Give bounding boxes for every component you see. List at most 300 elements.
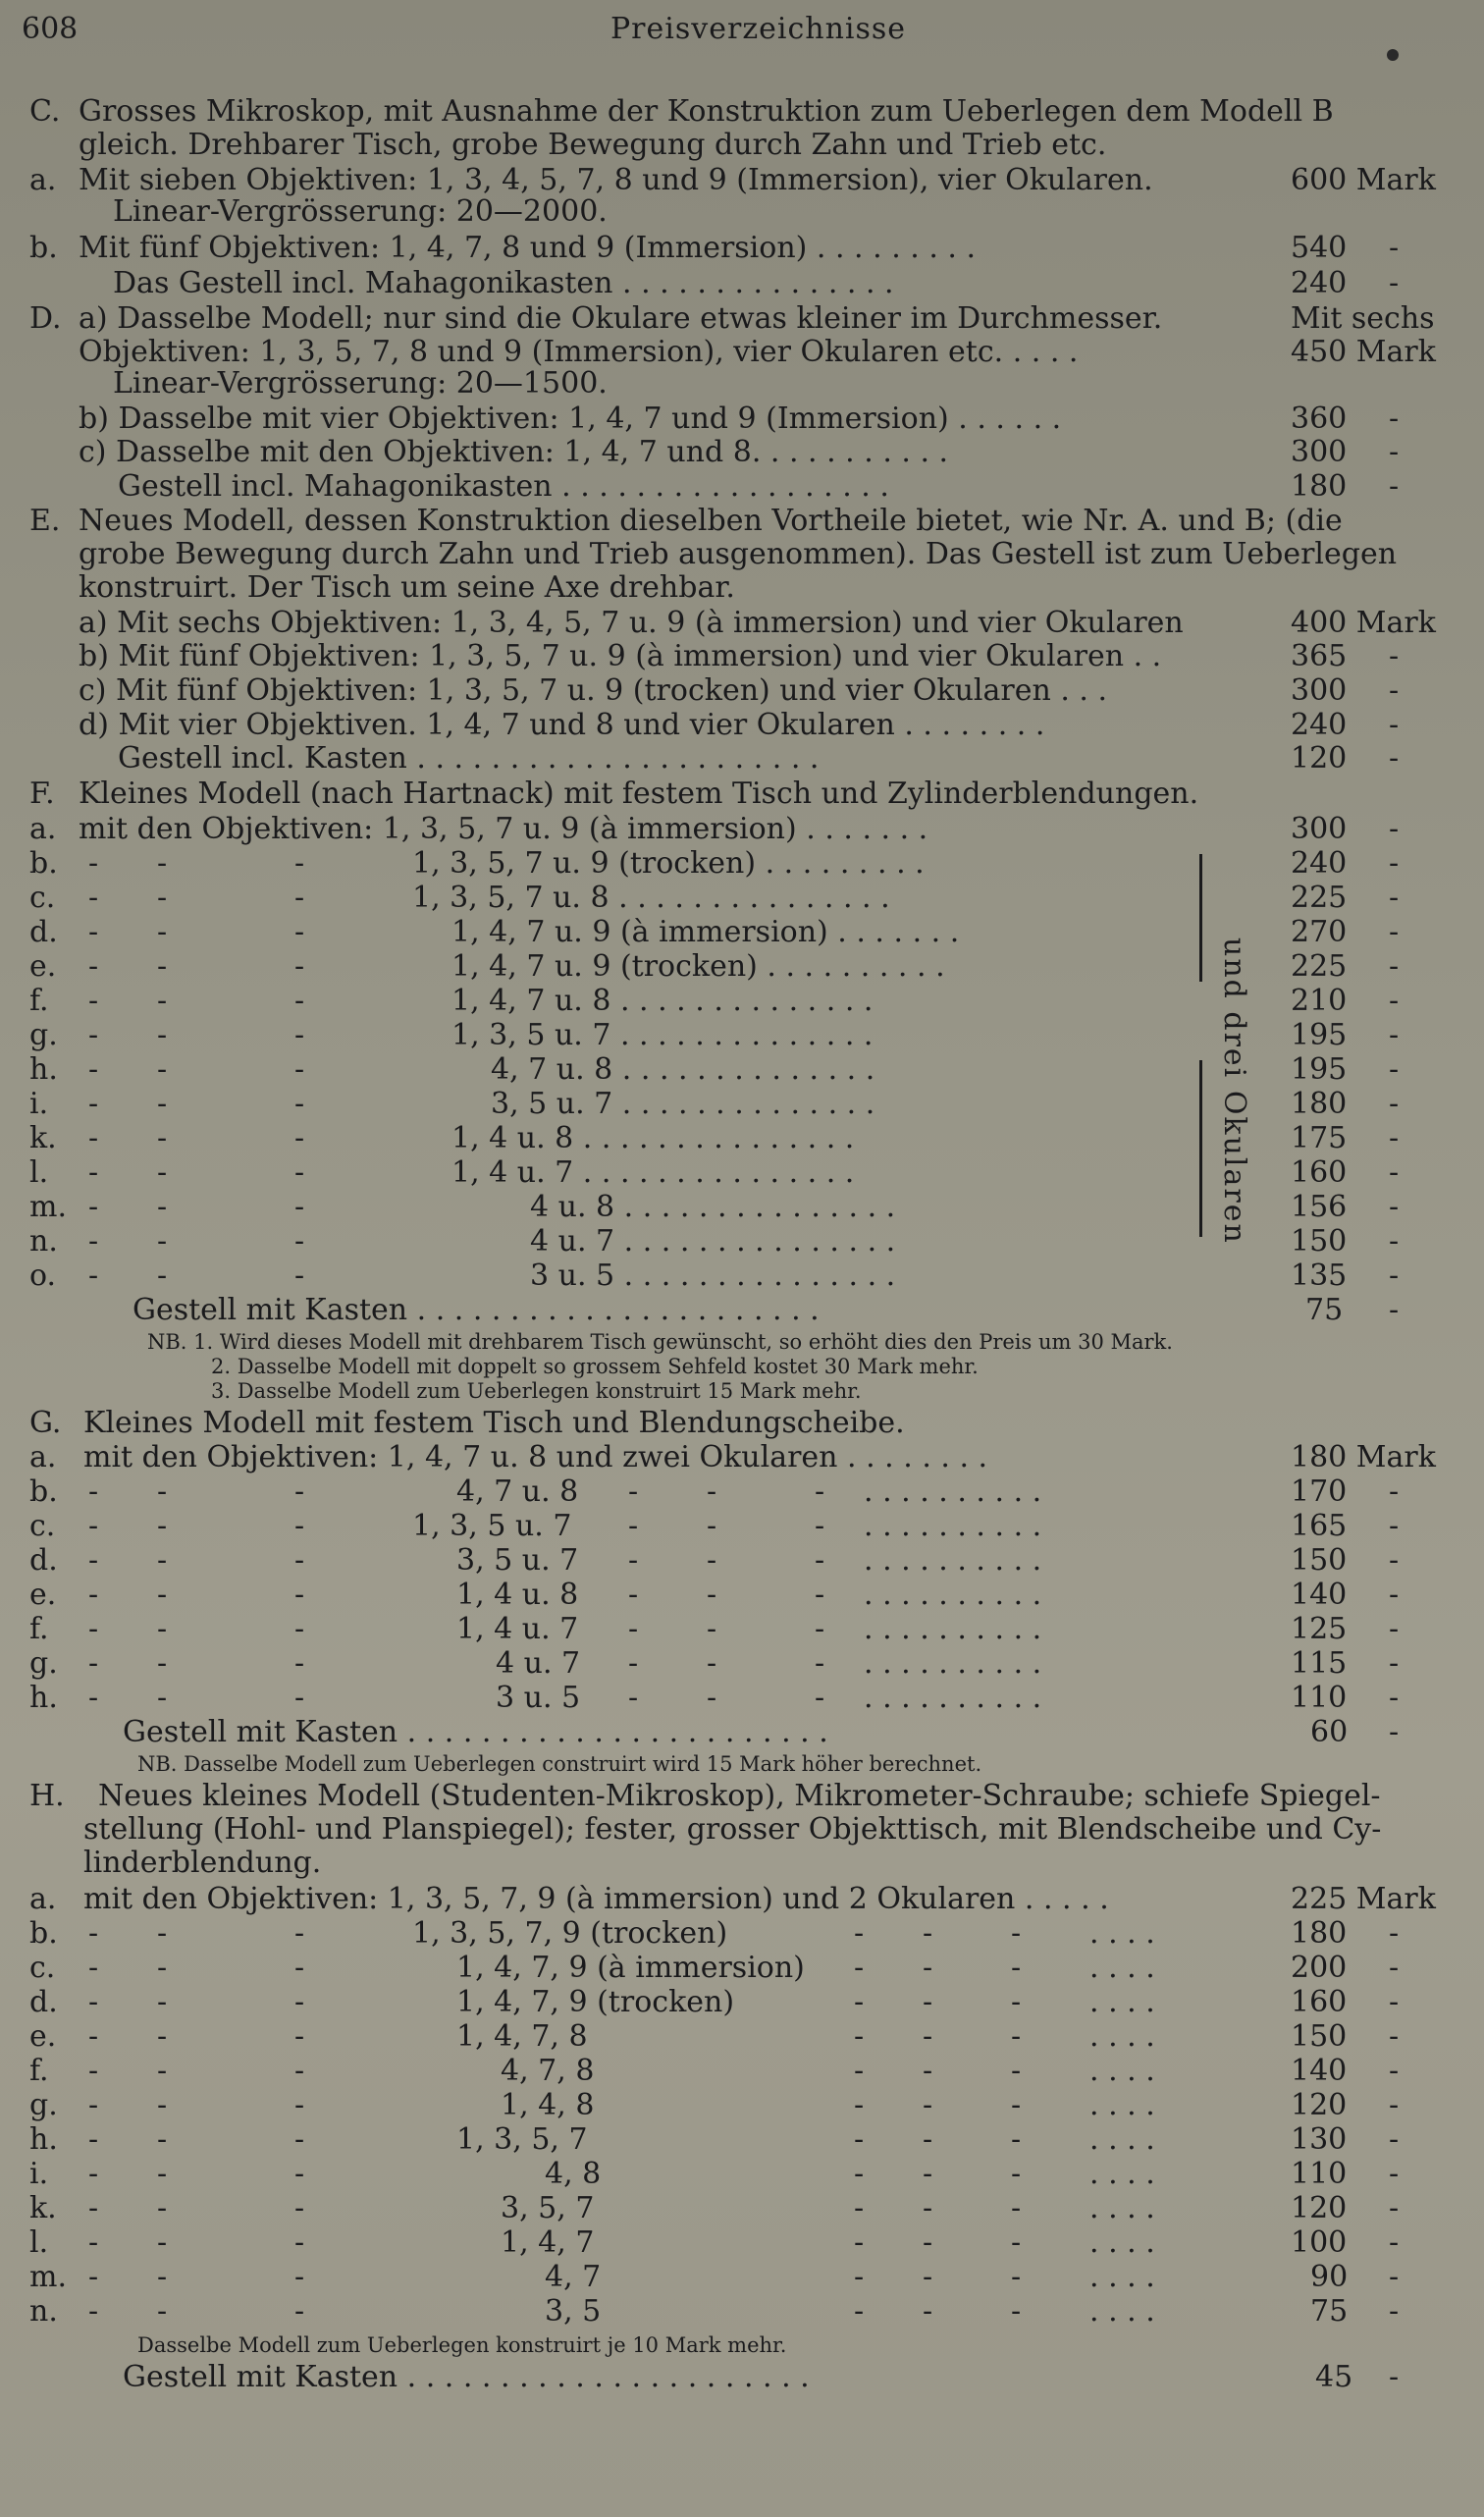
line-segment: e. <box>29 949 57 984</box>
line-segment: - <box>1011 2260 1022 2294</box>
line-segment: - <box>88 1155 99 1190</box>
line-segment: - <box>923 2122 933 2157</box>
line-segment: b. <box>29 846 58 881</box>
line-segment: - <box>157 1509 168 1543</box>
line-segment: g. <box>29 1646 58 1681</box>
line-segment: - <box>88 846 99 881</box>
line-segment: - <box>88 2019 99 2054</box>
line-segment: - <box>628 1578 639 1612</box>
line-segment: n. <box>29 1224 58 1258</box>
line-segment: b. <box>29 1916 58 1951</box>
line-segment: - <box>1389 2054 1400 2088</box>
line-segment: 4, 7, 8 <box>501 2054 595 2088</box>
line-segment: - <box>157 1258 168 1293</box>
line-segment: - <box>294 949 305 984</box>
line-segment: - <box>294 2260 305 2294</box>
line-segment: - <box>1389 1224 1400 1258</box>
line-segment: - <box>1389 2225 1400 2260</box>
line-segment: - <box>1389 1951 1400 1985</box>
line-segment: - <box>923 1916 933 1951</box>
line-segment: - <box>88 915 99 949</box>
line-segment: i. <box>29 1087 49 1121</box>
line-segment: 195 <box>1291 1052 1348 1087</box>
ink-spot <box>1387 49 1399 61</box>
line-segment: - <box>923 2054 933 2088</box>
line-segment: - <box>88 1258 99 1293</box>
line-segment: - <box>294 881 305 915</box>
line-segment: . . . . <box>1089 2157 1155 2191</box>
line-segment: o. <box>29 1258 57 1293</box>
line-segment: - <box>1389 2260 1400 2294</box>
line-segment: - <box>628 1543 639 1578</box>
line-segment: 1, 4 u. 8 . . . . . . . . . . . . . . . <box>451 1121 855 1155</box>
line-segment: f. <box>29 2054 49 2088</box>
line-segment: - <box>1389 881 1400 915</box>
line-segment: - <box>1389 1715 1400 1749</box>
line-segment: - <box>157 2157 168 2191</box>
line-segment: 2. Dasselbe Modell mit doppelt so grossem Sehfeld kostet 30 Mark mehr. <box>211 1355 979 1378</box>
line-segment: - <box>1011 2191 1022 2225</box>
line-segment: Gestell incl. Kasten . . . . . . . . . . . . . . . . . . . . . . <box>118 741 820 776</box>
line-segment: Dasselbe Modell zum Ueberlegen konstruirt je 10 Mark mehr. <box>137 2333 787 2357</box>
line-segment: - <box>88 2054 99 2088</box>
bracket-upper <box>1199 854 1202 982</box>
line-segment: - <box>1389 2294 1400 2329</box>
line-segment: - <box>1389 1578 1400 1612</box>
line-segment: - <box>1011 2122 1022 2157</box>
line-segment: a. <box>29 1882 57 1916</box>
line-segment: 195 <box>1291 1018 1348 1052</box>
line-segment: 1, 3, 5 u. 7 <box>412 1509 572 1543</box>
line-segment: - <box>88 1224 99 1258</box>
line-segment: . . . . . . . . . . <box>864 1681 1042 1715</box>
line-segment: - <box>88 1018 99 1052</box>
line-segment: 90 <box>1310 2260 1349 2294</box>
line-segment: gleich. Drehbarer Tisch, grobe Bewegung durch Zahn und Trieb etc. <box>79 128 1107 162</box>
line-segment: - <box>1389 1155 1400 1190</box>
line-segment: - <box>628 1681 639 1715</box>
line-segment: - <box>294 1018 305 1052</box>
line-segment: 1, 4, 7, 9 (à immersion) <box>456 1951 805 1985</box>
line-segment: 210 <box>1291 984 1348 1018</box>
line-segment: F. <box>29 777 55 811</box>
line-segment: 160 <box>1291 1985 1348 2019</box>
line-segment: a. <box>29 812 57 846</box>
line-segment: - <box>157 2191 168 2225</box>
line-segment: - <box>1389 1509 1400 1543</box>
line-segment: 1, 4 u. 7 <box>456 1612 579 1646</box>
line-segment: 180 Mark <box>1291 1440 1436 1474</box>
line-segment: c. <box>29 1509 56 1543</box>
line-segment: - <box>294 1258 305 1293</box>
line-segment: - <box>294 2054 305 2088</box>
line-segment: - <box>815 1612 825 1646</box>
line-segment: - <box>1011 2294 1022 2329</box>
line-segment: - <box>854 2260 865 2294</box>
line-segment: - <box>1389 1681 1400 1715</box>
line-segment: Gestell incl. Mahagonikasten . . . . . . . . . . . . . . . . . . <box>118 469 889 504</box>
line-segment: - <box>1389 469 1400 504</box>
line-segment: 1, 4, 7 <box>501 2225 595 2260</box>
line-segment: - <box>157 2019 168 2054</box>
line-segment: 225 <box>1291 881 1348 915</box>
line-segment: - <box>1389 846 1400 881</box>
line-segment: d. <box>29 915 58 949</box>
line-segment: Linear-Vergrösserung: 20—1500. <box>113 366 608 401</box>
line-segment: - <box>88 1951 99 1985</box>
line-segment: 75 <box>1310 2294 1349 2329</box>
line-segment: mit den Objektiven: 1, 3, 5, 7 u. 9 (à immersion) . . . . . . . <box>79 812 928 846</box>
line-segment: - <box>923 1985 933 2019</box>
page-number: 608 <box>22 12 79 46</box>
line-segment: - <box>1389 1190 1400 1224</box>
line-segment: - <box>1011 2157 1022 2191</box>
line-segment: - <box>628 1509 639 1543</box>
line-segment: - <box>815 1474 825 1509</box>
line-segment: Neues Modell, dessen Konstruktion dieselben Vortheile bietet, wie Nr. A. und B; (die <box>79 504 1343 538</box>
line-segment: 3 u. 5 <box>496 1681 581 1715</box>
line-segment: Gestell mit Kasten . . . . . . . . . . . . . . . . . . . . . . <box>123 2360 810 2394</box>
line-segment: - <box>1389 2122 1400 2157</box>
line-segment: - <box>854 2294 865 2329</box>
line-segment: D. <box>29 301 62 336</box>
line-segment: c. <box>29 881 56 915</box>
line-segment: mit den Objektiven: 1, 3, 5, 7, 9 (à immersion) und 2 Okularen . . . . . <box>83 1882 1109 1916</box>
line-segment: 180 <box>1291 1087 1348 1121</box>
line-segment: . . . . . . . . . . <box>864 1612 1042 1646</box>
line-segment: - <box>1389 231 1400 265</box>
line-segment: 120 <box>1291 2088 1348 2122</box>
line-segment: 270 <box>1291 915 1348 949</box>
line-segment: - <box>1389 1087 1400 1121</box>
line-segment: 240 <box>1291 708 1348 742</box>
line-segment: 3, 5 u. 7 <box>456 1543 579 1578</box>
line-segment: a) Mit sechs Objektiven: 1, 3, 4, 5, 7 u. 9 (à immersion) und vier Okularen <box>79 606 1184 640</box>
line-segment: 115 <box>1291 1646 1348 1681</box>
line-segment: . . . . <box>1089 2054 1155 2088</box>
line-segment: H. <box>29 1779 65 1813</box>
line-segment: konstruirt. Der Tisch um seine Axe drehbar. <box>79 570 735 605</box>
line-segment: - <box>157 2054 168 2088</box>
line-segment: Neues kleines Modell (Studenten-Mikroskop), Mikrometer-Schraube; schiefe Spiegel- <box>98 1779 1381 1813</box>
line-segment: - <box>628 1474 639 1509</box>
line-segment: 1, 3, 5, 7 <box>456 2122 588 2157</box>
line-segment: g. <box>29 2088 58 2122</box>
line-segment: b) Mit fünf Objektiven: 1, 3, 5, 7 u. 9 (à immersion) und vier Okularen . . <box>79 639 1162 673</box>
line-segment: - <box>294 1951 305 1985</box>
line-segment: - <box>294 1543 305 1578</box>
line-segment: - <box>1389 949 1400 984</box>
line-segment: - <box>1389 435 1400 469</box>
line-segment: 110 <box>1291 1681 1348 1715</box>
line-segment: - <box>815 1681 825 1715</box>
line-segment: - <box>88 2122 99 2157</box>
line-segment: a) Dasselbe Modell; nur sind die Okulare etwas kleiner im Durchmesser. <box>79 301 1163 336</box>
line-segment: d. <box>29 1543 58 1578</box>
line-segment: 60 <box>1310 1715 1349 1749</box>
line-segment: - <box>157 2260 168 2294</box>
line-segment: 300 <box>1291 812 1348 846</box>
line-segment: 4, 7 u. 8 <box>456 1474 579 1509</box>
line-segment: - <box>157 846 168 881</box>
line-segment: 1, 4, 7, 8 <box>456 2019 588 2054</box>
line-segment: - <box>157 949 168 984</box>
line-segment: Objektiven: 1, 3, 5, 7, 8 und 9 (Immersion), vier Okularen etc. . . . . <box>79 335 1079 369</box>
line-segment: - <box>854 2019 865 2054</box>
line-segment: . . . . . . . . . . <box>864 1543 1042 1578</box>
line-segment: - <box>1011 1985 1022 2019</box>
line-segment: 120 <box>1291 2191 1348 2225</box>
line-segment: - <box>294 1612 305 1646</box>
line-segment: - <box>294 1190 305 1224</box>
line-segment: h. <box>29 2122 58 2157</box>
line-segment: linderblendung. <box>83 1846 322 1880</box>
line-segment: 1, 4, 7 u. 9 (à immersion) . . . . . . . <box>451 915 960 949</box>
line-segment: - <box>294 1155 305 1190</box>
line-segment: 540 <box>1291 231 1348 265</box>
line-segment: - <box>707 1578 717 1612</box>
line-segment: - <box>628 1612 639 1646</box>
line-segment: - <box>1389 1916 1400 1951</box>
line-segment: - <box>1389 2088 1400 2122</box>
line-segment: 175 <box>1291 1121 1348 1155</box>
vertical-label: und drei Okularen <box>1217 937 1251 1245</box>
line-segment: - <box>1389 984 1400 1018</box>
line-segment: 3, 5 u. 7 . . . . . . . . . . . . . . <box>491 1087 875 1121</box>
line-segment: 180 <box>1291 1916 1348 1951</box>
line-segment: - <box>157 1190 168 1224</box>
line-segment: 1, 3, 5, 7 u. 8 . . . . . . . . . . . . . . . <box>412 881 890 915</box>
line-segment: - <box>1389 1121 1400 1155</box>
line-segment: l. <box>29 2225 49 2260</box>
line-segment: - <box>88 984 99 1018</box>
line-segment: - <box>854 2191 865 2225</box>
line-segment: 75 <box>1305 1293 1344 1327</box>
line-segment: 110 <box>1291 2157 1348 2191</box>
line-segment: - <box>157 1578 168 1612</box>
line-segment: 1, 4, 7 u. 9 (trocken) . . . . . . . . . . <box>451 949 945 984</box>
line-segment: - <box>854 1985 865 2019</box>
line-segment: . . . . <box>1089 1951 1155 1985</box>
line-segment: - <box>1011 2088 1022 2122</box>
line-segment: - <box>157 1155 168 1190</box>
line-segment: - <box>157 915 168 949</box>
line-segment: - <box>294 1681 305 1715</box>
line-segment: 4 u. 7 . . . . . . . . . . . . . . . <box>530 1224 896 1258</box>
line-segment: Mit fünf Objektiven: 1, 4, 7, 8 und 9 (Immersion) . . . . . . . . . <box>79 231 977 265</box>
line-segment: - <box>294 2088 305 2122</box>
line-segment: - <box>88 949 99 984</box>
line-segment: 4, 7 u. 8 . . . . . . . . . . . . . . <box>491 1052 875 1087</box>
line-segment: - <box>923 2088 933 2122</box>
line-segment: - <box>88 1087 99 1121</box>
line-segment: - <box>707 1543 717 1578</box>
line-segment: - <box>294 984 305 1018</box>
bracket-lower <box>1199 1060 1202 1237</box>
line-segment: - <box>157 1681 168 1715</box>
line-segment: 130 <box>1291 2122 1348 2157</box>
line-segment: . . . . <box>1089 2260 1155 2294</box>
line-segment: 135 <box>1291 1258 1348 1293</box>
line-segment: - <box>707 1509 717 1543</box>
line-segment: d. <box>29 1985 58 2019</box>
line-segment: - <box>294 1509 305 1543</box>
line-segment: 300 <box>1291 673 1348 708</box>
line-segment: 150 <box>1291 2019 1348 2054</box>
line-segment: Mit sechs <box>1291 301 1435 336</box>
line-segment: - <box>88 1646 99 1681</box>
line-segment: - <box>923 2260 933 2294</box>
line-segment: . . . . <box>1089 2019 1155 2054</box>
line-segment: 200 <box>1291 1951 1348 1985</box>
line-segment: - <box>1389 639 1400 673</box>
line-segment: Mit sieben Objektiven: 1, 3, 4, 5, 7, 8 und 9 (Immersion), vier Okularen. <box>79 163 1153 197</box>
line-segment: 450 Mark <box>1291 335 1436 369</box>
line-segment: - <box>923 1951 933 1985</box>
line-segment: 120 <box>1291 741 1348 776</box>
line-segment: - <box>923 2157 933 2191</box>
line-segment: 1, 4 u. 7 . . . . . . . . . . . . . . . <box>451 1155 855 1190</box>
line-segment: Kleines Modell mit festem Tisch und Blendungscheibe. <box>83 1406 905 1440</box>
line-segment: 300 <box>1291 435 1348 469</box>
line-segment: E. <box>29 504 61 538</box>
line-segment: - <box>88 2157 99 2191</box>
line-segment: Linear-Vergrösserung: 20—2000. <box>113 194 608 229</box>
line-segment: - <box>157 1612 168 1646</box>
line-segment: - <box>157 1052 168 1087</box>
line-segment: - <box>157 1474 168 1509</box>
line-segment: - <box>88 881 99 915</box>
line-segment: . . . . <box>1089 1916 1155 1951</box>
line-segment: 3, 5, 7 <box>501 2191 595 2225</box>
line-segment: - <box>854 1916 865 1951</box>
line-segment: - <box>1389 708 1400 742</box>
line-segment: - <box>815 1509 825 1543</box>
line-segment: 170 <box>1291 1474 1348 1509</box>
line-segment: Das Gestell incl. Mahagonikasten . . . . . . . . . . . . . . . <box>113 266 894 300</box>
line-segment: - <box>157 2088 168 2122</box>
line-segment: - <box>1389 1646 1400 1681</box>
line-segment: . . . . <box>1089 2191 1155 2225</box>
line-segment: - <box>88 1985 99 2019</box>
line-segment: - <box>1389 1052 1400 1087</box>
line-segment: 3. Dasselbe Modell zum Ueberlegen konstruirt 15 Mark mehr. <box>211 1379 862 1403</box>
line-segment: 1, 4, 8 <box>501 2088 595 2122</box>
line-segment: f. <box>29 984 49 1018</box>
line-segment: - <box>1011 2019 1022 2054</box>
line-segment: 1, 4 u. 8 <box>456 1578 579 1612</box>
line-segment: b. <box>29 1474 58 1509</box>
line-segment: - <box>157 881 168 915</box>
line-segment: - <box>88 2088 99 2122</box>
line-segment: - <box>294 1224 305 1258</box>
line-segment: - <box>707 1612 717 1646</box>
line-segment: - <box>1389 1543 1400 1578</box>
line-segment: b) Dasselbe mit vier Objektiven: 1, 4, 7 und 9 (Immersion) . . . . . . <box>79 402 1062 436</box>
line-segment: k. <box>29 1121 57 1155</box>
line-segment: . . . . . . . . . . <box>864 1509 1042 1543</box>
line-segment: - <box>1011 1951 1022 1985</box>
line-segment: - <box>854 2054 865 2088</box>
line-segment: - <box>1389 2019 1400 2054</box>
line-segment: 3, 5 <box>545 2294 602 2329</box>
line-segment: - <box>854 1951 865 1985</box>
line-segment: C. <box>29 94 61 129</box>
line-segment: m. <box>29 2260 67 2294</box>
line-segment: - <box>1389 915 1400 949</box>
line-segment: - <box>88 1916 99 1951</box>
line-segment: 400 Mark <box>1291 606 1436 640</box>
line-segment: - <box>88 2191 99 2225</box>
line-segment: - <box>1011 1916 1022 1951</box>
line-segment: 240 <box>1291 266 1348 300</box>
line-segment: d) Mit vier Objektiven. 1, 4, 7 und 8 und vier Okularen . . . . . . . . <box>79 708 1045 742</box>
line-segment: NB. Dasselbe Modell zum Ueberlegen construirt wird 15 Mark höher berechnet. <box>137 1752 982 1776</box>
line-segment: - <box>854 2157 865 2191</box>
line-segment: - <box>1389 812 1400 846</box>
line-segment: - <box>294 1916 305 1951</box>
line-segment: e. <box>29 2019 57 2054</box>
line-segment: m. <box>29 1190 67 1224</box>
line-segment: - <box>88 1052 99 1087</box>
line-segment: c) Dasselbe mit den Objektiven: 1, 4, 7 und 8. . . . . . . . . . . <box>79 435 949 469</box>
line-segment: a. <box>29 163 57 197</box>
line-segment: 160 <box>1291 1155 1348 1190</box>
line-segment: 165 <box>1291 1509 1348 1543</box>
line-segment: - <box>88 2294 99 2329</box>
line-segment: NB. 1. Wird dieses Modell mit drehbarem Tisch gewünscht, so erhöht dies den Preis um 30 Mark. <box>147 1330 1173 1354</box>
line-segment: 4 u. 7 <box>496 1646 581 1681</box>
line-segment: - <box>294 1646 305 1681</box>
line-segment: - <box>923 2225 933 2260</box>
line-segment: . . . . <box>1089 2088 1155 2122</box>
line-segment: - <box>294 915 305 949</box>
line-segment: - <box>707 1646 717 1681</box>
line-segment: - <box>854 2225 865 2260</box>
line-segment: - <box>1389 1612 1400 1646</box>
line-segment: - <box>157 1985 168 2019</box>
line-segment: Kleines Modell (nach Hartnack) mit festem Tisch und Zylinderblendungen. <box>79 777 1199 811</box>
line-segment: g. <box>29 1018 58 1052</box>
line-segment: - <box>294 2157 305 2191</box>
line-segment: - <box>1389 741 1400 776</box>
line-segment: - <box>157 2122 168 2157</box>
line-segment: - <box>854 2088 865 2122</box>
line-segment: - <box>1389 1018 1400 1052</box>
line-segment: - <box>294 2225 305 2260</box>
line-segment: - <box>294 1087 305 1121</box>
line-segment: - <box>88 1509 99 1543</box>
line-segment: - <box>1389 2360 1400 2394</box>
line-segment: i. <box>29 2157 49 2191</box>
line-segment: - <box>1389 1474 1400 1509</box>
line-segment: - <box>1011 2225 1022 2260</box>
line-segment: - <box>294 2294 305 2329</box>
line-segment: - <box>88 1543 99 1578</box>
line-segment: c. <box>29 1951 56 1985</box>
line-segment: k. <box>29 2191 57 2225</box>
line-segment: - <box>294 1474 305 1509</box>
line-segment: - <box>157 1018 168 1052</box>
line-segment: - <box>157 984 168 1018</box>
line-segment: - <box>157 1224 168 1258</box>
line-segment: - <box>294 846 305 881</box>
line-segment: 4 u. 8 . . . . . . . . . . . . . . . <box>530 1190 896 1224</box>
line-segment: - <box>88 2225 99 2260</box>
line-segment: - <box>923 2019 933 2054</box>
line-segment: - <box>1389 1293 1400 1327</box>
page-title: Preisverzeichnisse <box>610 12 907 46</box>
